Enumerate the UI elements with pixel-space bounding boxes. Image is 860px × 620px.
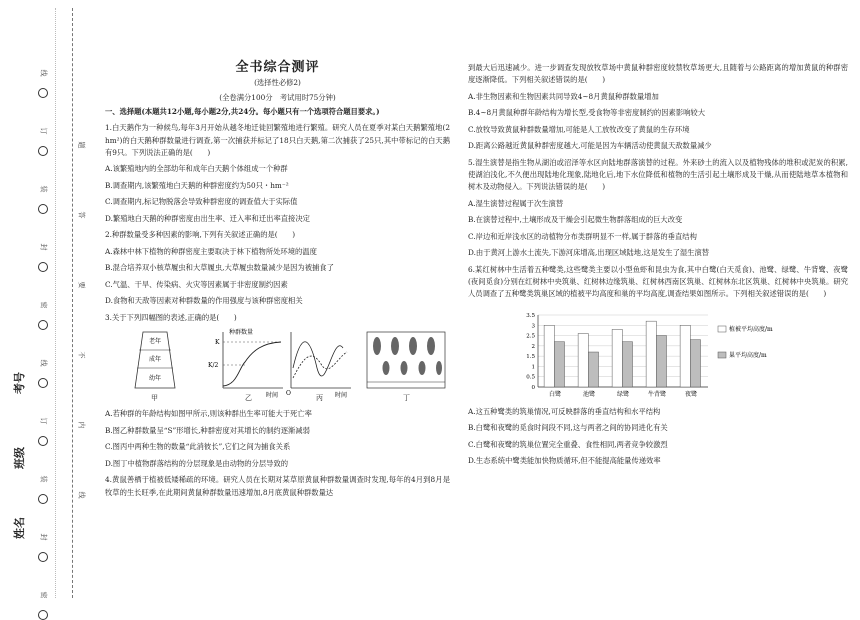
seal-char: 密 [39, 591, 48, 599]
question-text: C.图丙中两种生物的数量“此消彼长”,它们之间为捕食关系 [105, 442, 291, 452]
question-text: C.岸边和近岸浅水区的动植物分布类群明显不一样,属于群落的垂直结构 [468, 231, 697, 241]
warning-char: 内 [77, 421, 86, 429]
question-text: B.4~8月黄鼠种群年龄结构为增长型,受食物等非密度制约的因素影响较大 [468, 108, 706, 118]
question-text: A.湿生演替过程属于次生演替 [468, 198, 564, 208]
s-curve-graph [208, 328, 283, 399]
question-text: D.繁殖地白天鹅的种群密度由出生率、迁入率和迁出率直接决定 [105, 213, 310, 223]
pyramid-adult-label: 成年 [148, 356, 162, 364]
binding-hole [38, 88, 48, 98]
seal-char: 线 [39, 359, 48, 367]
legend-swatch [718, 326, 726, 332]
pyramid-young-label: 幼年 [148, 375, 162, 383]
question-text: 4.黄鼠善栖于植被低矮稀疏的环境。研究人员在长期对某草原黄鼠种群数量调查时发现,每年的4月到8月是牧草的生长旺季,在此期间黄鼠种群数量迅速增加,8月底黄鼠种群数量达 [105, 475, 450, 497]
question-text: B.调查期内,该繁殖地白天鹅的种群密度约为50只・hm⁻² [105, 180, 289, 190]
question-text: B.白鹭和夜鹭的觅食时间段不同,这与两者之间的协同进化有关 [468, 423, 668, 433]
warning-char: 线 [77, 491, 86, 499]
origin-label: O [286, 390, 291, 398]
fig-label-c: 丙 [316, 394, 323, 403]
seal-char: 订 [39, 127, 48, 135]
y-tick-label: 3 [531, 323, 535, 330]
x-tick-label: 牛背鹭 [647, 390, 667, 398]
y-tick-label: 1 [531, 364, 535, 371]
binding-hole [38, 610, 48, 620]
exam-subtitle: (选择性必修2) [254, 78, 301, 88]
question3-figures [105, 328, 450, 403]
curve-title: 种群数量 [229, 329, 254, 337]
question-text: 一、选择题(本题共12小题,每小题2分,共24分。每小题只有一个选项符合题目要求。) [105, 106, 380, 116]
question-text: D.食物和天敌等因素对种群数量的作用强度与该种群密度相关 [105, 296, 303, 306]
x-tick-label: 池鹭 [582, 390, 596, 398]
question-text: D.距离公路越近黄鼠种群密度越大,可能是因为车辆活动使黄鼠天敌数量减少 [468, 141, 712, 151]
question-text: 3.关于下列四幅图的表述,正确的是( ) [105, 312, 237, 322]
class-label: 班级 [13, 447, 26, 469]
warning-char: 答 [77, 211, 86, 219]
bar [646, 321, 656, 387]
bar [612, 329, 622, 387]
binding-margin [0, 0, 95, 608]
exam-meta: (全卷满分100分 考试用时75分钟) [219, 92, 336, 102]
question-text: C.调查期内,标记物脱落会导致种群密度的调查值大于实际值 [105, 197, 298, 207]
warning-char: 要 [77, 281, 86, 289]
egret-nest-chart [468, 305, 848, 400]
binding-hole [38, 436, 48, 446]
k-label: K [215, 339, 220, 347]
bar [588, 352, 598, 387]
x-tick-label: 绿鹭 [616, 390, 630, 398]
binding-hole [38, 494, 48, 504]
binding-hole [38, 552, 48, 562]
cut-line [72, 8, 73, 598]
k-half-label: K/2 [208, 362, 219, 370]
x-tick-label: 夜鹭 [684, 390, 698, 398]
question-text: 到最大后迅速减少。进一步调查发现放牧草场中黄鼠种群密度较禁牧草场更大,且随着与公路距离的增加黄鼠的种群密度逐渐降低。下列相关叙述错误的是( ) [468, 63, 848, 85]
question-text: C.白鹭和夜鹭的筑巢位置完全重叠、食性相同,两者竞争较激烈 [468, 439, 668, 449]
bar [554, 342, 564, 387]
question-text: A.森林中林下植物的种群密度主要取决于林下植物所处环境的温度 [105, 246, 317, 256]
bar [656, 335, 666, 386]
fig-label-b: 乙 [245, 394, 252, 403]
seal-char: 封 [39, 533, 48, 541]
question-text: D.生态系统中鹭类能加快物质循环,但不能提高能量传递效率 [468, 456, 661, 466]
bar-chart-svg [468, 305, 848, 400]
question-text: C.放牧导致黄鼠种群数量增加,可能是人工放牧改变了黄鼠的生存环境 [468, 124, 690, 134]
binding-hole [38, 146, 48, 156]
question-text: A.非生物因素和生物因素共同导致4~8月黄鼠种群数量增加 [468, 91, 659, 101]
seal-char: 装 [39, 185, 48, 193]
predation-graph [286, 332, 351, 399]
binding-hole [38, 262, 48, 272]
x-tick-label: 白鹭 [548, 390, 562, 398]
left-column [105, 62, 450, 503]
question-text: 5.湿生演替是指生物从湖泊或沼泽等水区向陆地群落演替的过程。外来砂土的流入以及植物残体的堆积或泥炭的积累,使湖泊浅化,不久便出现陆地化现象,陆地化后,地下水位降低和植物的生活引起土壤形成及干燥,从而使陆地草本植物和树木及动物侵入。下列说法错误的是( ) [468, 157, 848, 192]
fig-label-d: 丁 [403, 394, 410, 403]
plant-layers [367, 332, 445, 388]
y-tick-label: 1.5 [526, 353, 535, 360]
question-text: B.在演替过程中,土壤形成及干燥会引起微生物群落组成的巨大改变 [468, 215, 683, 225]
y-tick-label: 3.5 [526, 312, 535, 319]
bar [578, 333, 588, 386]
bar [680, 325, 690, 387]
y-tick-label: 0.5 [526, 374, 535, 381]
question-text: A.该繁殖地内的全部幼年和成年白天鹅个体组成一个种群 [105, 164, 288, 174]
y-tick-label: 2.5 [526, 333, 535, 340]
question-text: 2.种群数量受多种因素的影响,下列有关叙述正确的是( ) [105, 230, 296, 240]
question-text: B.混合培养双小核草履虫和大草履虫,大草履虫数量减少是因为被捕食了 [105, 263, 334, 273]
exam-number-label: 考号 [13, 372, 26, 394]
binding-hole [38, 204, 48, 214]
bar [544, 325, 554, 387]
bar [622, 342, 632, 387]
binding-hole [38, 320, 48, 330]
question-text: A.这五种鹭类的筑巢情况,可反映群落的垂直结构和水平结构 [468, 406, 661, 416]
question-text: C.气温、干旱、传染病、火灾等因素属于非密度制约因素 [105, 279, 288, 289]
right-column [468, 62, 848, 472]
warning-char: 不 [77, 351, 86, 359]
seal-char: 线 [39, 69, 48, 77]
question-text: A.若种群的年龄结构如图甲所示,则该种群出生率可能大于死亡率 [105, 409, 312, 419]
pyramid-old-label: 老年 [148, 338, 162, 346]
question-text: D.由于黄河上游水土流失,下游河床增高,出现区域陆地,这是发生了湿生演替 [468, 248, 710, 258]
time-label-c: 时间 [335, 392, 348, 400]
seal-char: 封 [39, 243, 48, 251]
legend-label: 植被平均高度/m [729, 325, 773, 333]
dotted-line [55, 8, 56, 598]
y-tick-label: 0 [531, 384, 535, 391]
fig-label-a: 甲 [151, 394, 158, 403]
question-text: D.图丁中植物群落结构的分层现象是由动物的分层导致的 [105, 458, 289, 468]
age-pyramid [135, 332, 175, 388]
y-tick-label: 2 [531, 343, 535, 350]
figures-svg [105, 328, 450, 400]
question-text: 1.白天鹅作为一种候鸟,每年3月开始从越冬地迁徙回繁殖地进行繁殖。研究人员在夏季对某白天鹅繁殖地(2 hm²)的白天鹅种群数量进行调查,第一次捕获并标记了18只白天鹅,第二次捕获了25只,其中带标记的白天鹅有9只。下列说法正确的是( ) [105, 123, 450, 157]
question-text: 6.某红树林中生活着五种鹭类,这些鹭类主要以小型鱼虾和昆虫为食,其中白鹭(白天觅食)、池鹭、绿鹭、牛背鹭、夜鹭(夜间觅食)分别在红树林中央筑巢、红树林边缘筑巢、红树林西南区筑巢、红树林东北区筑巢、红树林中央筑巢。研究人员调查了五种鹭类筑巢区域的植被平均高度和巢的平均高度,调查结果如图所示。下列相关叙述错误的是( ) [468, 264, 848, 299]
warning-char: 题 [77, 141, 86, 149]
seal-char: 装 [39, 475, 48, 483]
time-label-b: 时间 [266, 392, 279, 400]
exam-title: 全书综合测评 [235, 60, 320, 75]
seal-char: 订 [39, 417, 48, 425]
bar [690, 339, 700, 386]
binding-hole [38, 378, 48, 388]
name-label: 姓名 [13, 517, 26, 539]
seal-char: 密 [39, 301, 48, 309]
legend-swatch [718, 352, 726, 358]
question-text: B.图乙种群数量呈“S”形增长,种群密度对其增长的制约逐渐减弱 [105, 425, 310, 435]
legend-label: 巢平均高度/m [729, 351, 767, 359]
